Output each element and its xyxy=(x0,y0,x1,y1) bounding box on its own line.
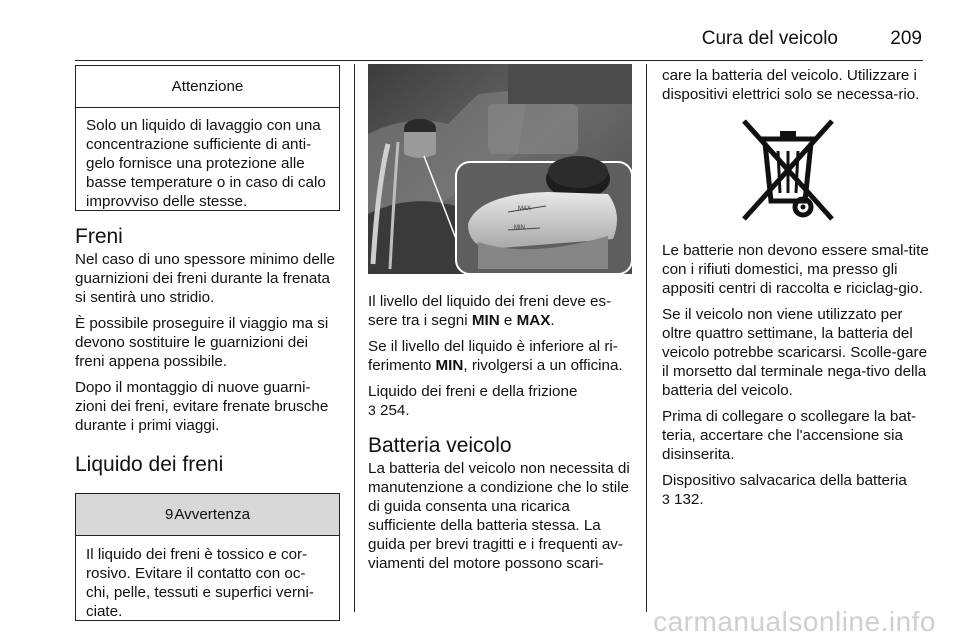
min-reference: MIN xyxy=(435,357,464,374)
warning-header xyxy=(76,494,339,536)
battery-heading: Batteria veicolo xyxy=(368,434,512,457)
column-divider-1 xyxy=(354,64,355,612)
page-reference-icon: 3 xyxy=(662,491,670,507)
warning-text: Il liquido dei freni è tossico e cor-rosivo. Evitare il contatto con oc-chi, pelle, tessuti e superfici verni-ciate. xyxy=(86,546,314,620)
brakes-paragraph-1: Nel caso di uno spessore minimo delle guarnizioni dei freni durante la frenata si sentirà uno stridio. xyxy=(75,251,336,306)
battery-paragraph-3: Le batterie non devono essere smal-tite con i rifiuti domestici, ma presso gli appositi centri di raccolta e riciclag-gio. xyxy=(662,242,929,297)
brakes-section xyxy=(75,224,340,435)
photo-label-min: MIN xyxy=(514,225,525,231)
photo-label-max: MAX xyxy=(518,206,532,212)
attention-box xyxy=(75,65,340,211)
header-rule xyxy=(75,60,923,61)
page-reference-icon: 3 xyxy=(368,402,376,418)
attention-title: Attenzione xyxy=(76,66,339,108)
brakes-paragraph-3: Dopo il montaggio di nuove guarni-zioni dei freni, evitare frenate brusche durante i primi viaggi. xyxy=(75,379,329,434)
battery-paragraph-6: Dispositivo salvacarica della batteria 3 132. xyxy=(662,472,907,508)
column-2-text xyxy=(368,292,636,580)
brake-fluid-heading: Liquido dei freni xyxy=(75,453,224,476)
warning-icon: 9 xyxy=(164,506,174,523)
brakes-heading: Freni xyxy=(75,225,123,248)
column-divider-2 xyxy=(646,64,647,612)
min-mark: MIN xyxy=(471,312,500,329)
battery-paragraph-2: care la batteria del veicolo. Utilizzare i dispositivi elettrici solo se necessa-rio. xyxy=(662,67,920,103)
warning-box xyxy=(75,493,340,621)
brake-fluid-reservoir-photo xyxy=(368,64,632,274)
below-min-paragraph: Se il livello del liquido è inferiore al ri-ferimento MIN, rivolgersi a un officina. xyxy=(368,338,623,374)
page-number: 209 xyxy=(890,28,922,49)
crossed-bin-icon xyxy=(738,117,838,223)
battery-paragraph-4: Se il veicolo non viene utilizzato per oltre quattro settimane, la batteria del veicolo potrebbe scaricarsi. Scolle-gare il morsetto dal terminale nega-tivo della batteria del veicolo. xyxy=(662,306,928,399)
engine-bay-illustration xyxy=(368,64,632,274)
brakes-paragraph-2: È possibile proseguire il viaggio ma si devono sostituire le guarnizioni dei freni appena possibile. xyxy=(75,315,329,370)
column-3 xyxy=(662,66,930,516)
header-title: Cura del veicolo xyxy=(701,28,838,49)
weee-symbol xyxy=(662,111,930,241)
attention-text: Solo un liquido di lavaggio con una concentrazione sufficiente di anti-gelo fornisce una protezione alle basse temperature o in caso di calo improvviso delle stesse. xyxy=(86,117,326,210)
page-header xyxy=(0,18,960,52)
column-1 xyxy=(75,65,340,621)
brake-fluid-reference: Liquido dei freni e della frizione 3 254. xyxy=(368,383,578,419)
warning-title: Avvertenza xyxy=(174,506,251,523)
level-paragraph: Il livello del liquido dei freni deve es-sere tra i segni MIN e MAX. xyxy=(368,293,612,329)
watermark: carmanualsonline.info xyxy=(653,606,936,637)
battery-paragraph-5: Prima di collegare o scollegare la bat-teria, accertare che l'accensione sia disinserita. xyxy=(662,408,917,463)
battery-paragraph-1: La batteria del veicolo non necessita di manutenzione a condizione che lo stile di guida consenta una ricarica sufficiente della batteria stessa. La guida per brevi tragitti e i frequenti av-viamenti del motore possono scari- xyxy=(368,460,630,572)
max-mark: MAX xyxy=(516,312,551,329)
